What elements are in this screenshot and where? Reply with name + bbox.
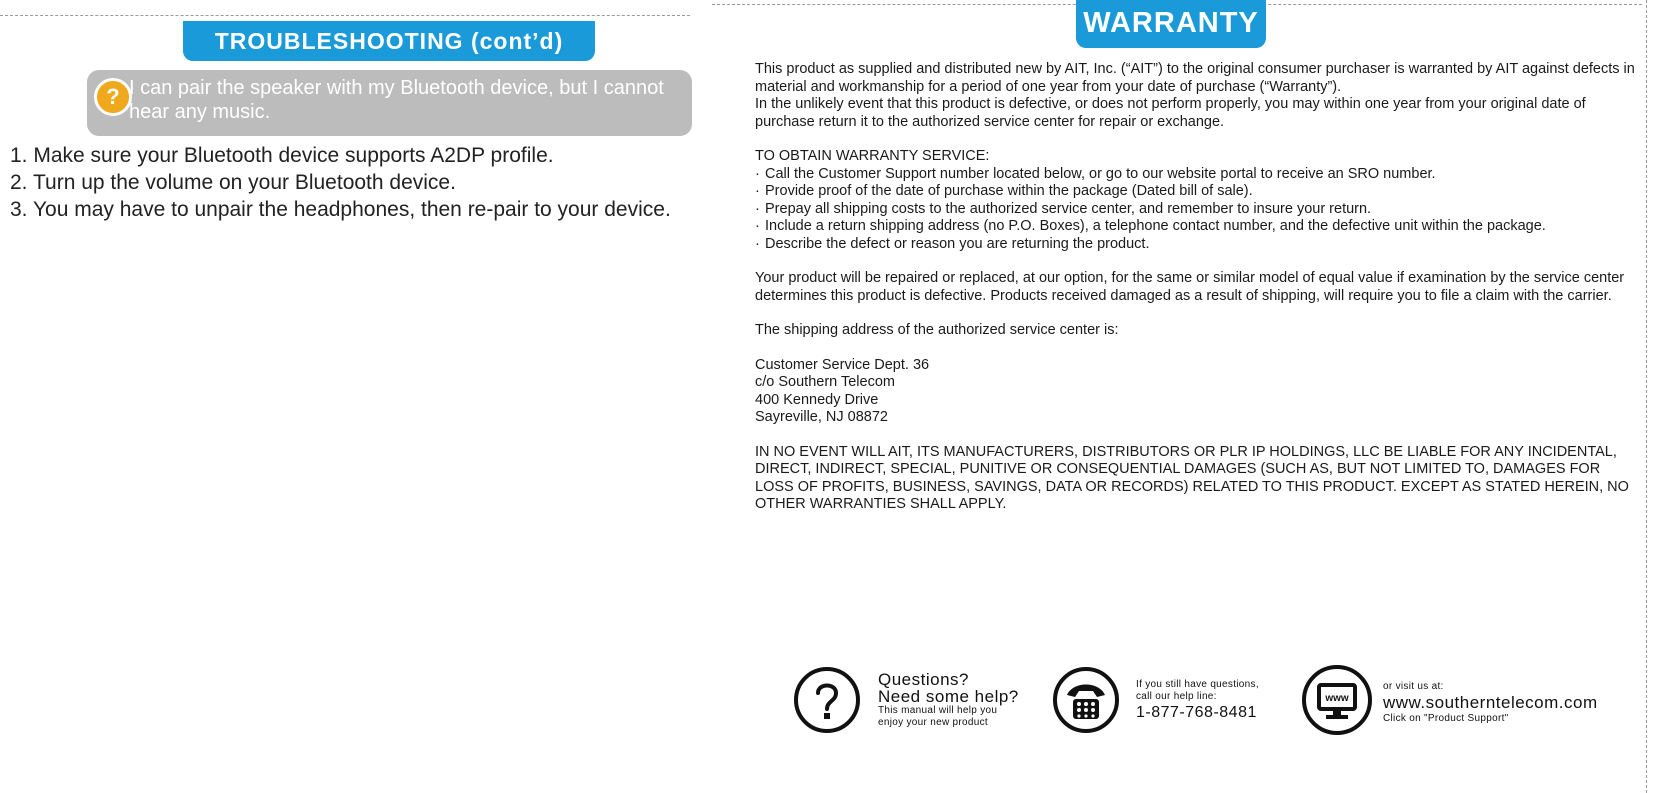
list-item: · Describe the defect or reason you are returning the product. <box>755 236 1640 254</box>
telephone-icon <box>1053 667 1119 733</box>
list-item: 1. Make sure your Bluetooth device supports A2DP profile. <box>10 144 554 167</box>
www-icon-label: www <box>1325 693 1349 704</box>
help-text <box>878 671 1019 729</box>
list-item: · Prepay all shipping costs to the authorized service center, and remember to insure your return. <box>755 201 1640 219</box>
question-mark-icon: ? <box>94 78 132 116</box>
web-line-1: or visit us at: <box>1383 681 1444 692</box>
address-intro: The shipping address of the authorized service center is: <box>755 322 1119 338</box>
warranty-intro-defect: In the unlikely event that this product is defective, or does not perform properly, you may within one year from your original date of purchase return it to the authorized service center for repair or exchange. <box>755 96 1586 130</box>
warranty-body <box>755 61 1640 514</box>
help-line-1: Questions? <box>878 670 969 689</box>
address-line: Sayreville, NJ 08872 <box>755 409 888 425</box>
warranty-title: WARRANTY <box>1076 0 1266 48</box>
question-bubble <box>87 70 692 136</box>
cut-line-right <box>1646 0 1647 793</box>
phone-number: 1-877-768-8481 <box>1136 704 1257 721</box>
web-line-3: Click on "Product Support" <box>1383 713 1509 724</box>
list-item: · Call the Customer Support number located below, or go to our website portal to receive an SRO number. <box>755 166 1640 184</box>
cut-line-top-left <box>0 15 690 16</box>
repair-paragraph: Your product will be repaired or replaced, at our option, for the same or similar model of equal value if examination by the service center determines this product is defective. Products received damaged as a result of shipping, will require you to file a claim with the carrier. <box>755 270 1625 304</box>
phone-line-2: call our help line: <box>1136 691 1217 702</box>
help-line-3: This manual will help you <box>878 705 998 716</box>
troubleshooting-steps <box>10 142 671 223</box>
obtain-service-list <box>755 166 1640 254</box>
address-line: 400 Kennedy Drive <box>755 391 879 408</box>
list-item: · Provide proof of the date of purchase within the package (Dated bill of sale). <box>755 183 1640 201</box>
obtain-service-heading: TO OBTAIN WARRANTY SERVICE: <box>755 148 990 164</box>
www-monitor-icon <box>1302 665 1372 735</box>
address-line: Customer Service Dept. 36 <box>755 356 930 373</box>
list-item: · Include a return shipping address (no P.O. Boxes), a telephone contact number, and the defective unit within the package. <box>755 218 1640 236</box>
website-link[interactable]: www.southerntelecom.com <box>1383 693 1598 712</box>
address-line: c/o Southern Telecom <box>755 374 895 390</box>
liability-disclaimer: IN NO EVENT WILL AIT, ITS MANUFACTURERS, DISTRIBUTORS OR PLR IP HOLDINGS, LLC BE LIABLE FOR ANY INCIDENTAL, DIRECT, INDIRECT, SPECIAL, PUNITIVE OR CONSEQUENTIAL DAMAGES (SUCH AS, BUT NOT LIMITED TO, DAMAGES FOR LOSS OF PROFITS, BUSINESS, SAVINGS, DATA OR RECORDS) RELATED TO THIS PRODUCT. EXCEPT AS STATED HEREIN, NO OTHER WARRANTIES SHALL APPLY. <box>755 443 1629 512</box>
question-mark-icon <box>794 667 860 733</box>
web-text <box>1383 681 1598 725</box>
help-line-4: enjoy your new product <box>878 717 988 728</box>
warranty-intro: This product as supplied and distributed new by AIT, Inc. (“AIT”) to the original consumer purchaser is warranted by AIT against defects in material and workmanship for a period of one year from your date of purchase (“Warranty”). <box>755 61 1635 95</box>
question-text: I can pair the speaker with my Bluetooth device, but I cannot hear any music. <box>129 77 664 123</box>
help-line-2: Need some help? <box>878 687 1019 706</box>
list-item: 2. Turn up the volume on your Bluetooth device. <box>10 171 456 194</box>
phone-text <box>1136 679 1259 723</box>
troubleshooting-title: TROUBLESHOOTING (cont’d) <box>183 21 595 61</box>
phone-line-1: If you still have questions, <box>1136 679 1259 690</box>
list-item: 3. You may have to unpair the headphones, then re-pair to your device. <box>10 198 671 221</box>
